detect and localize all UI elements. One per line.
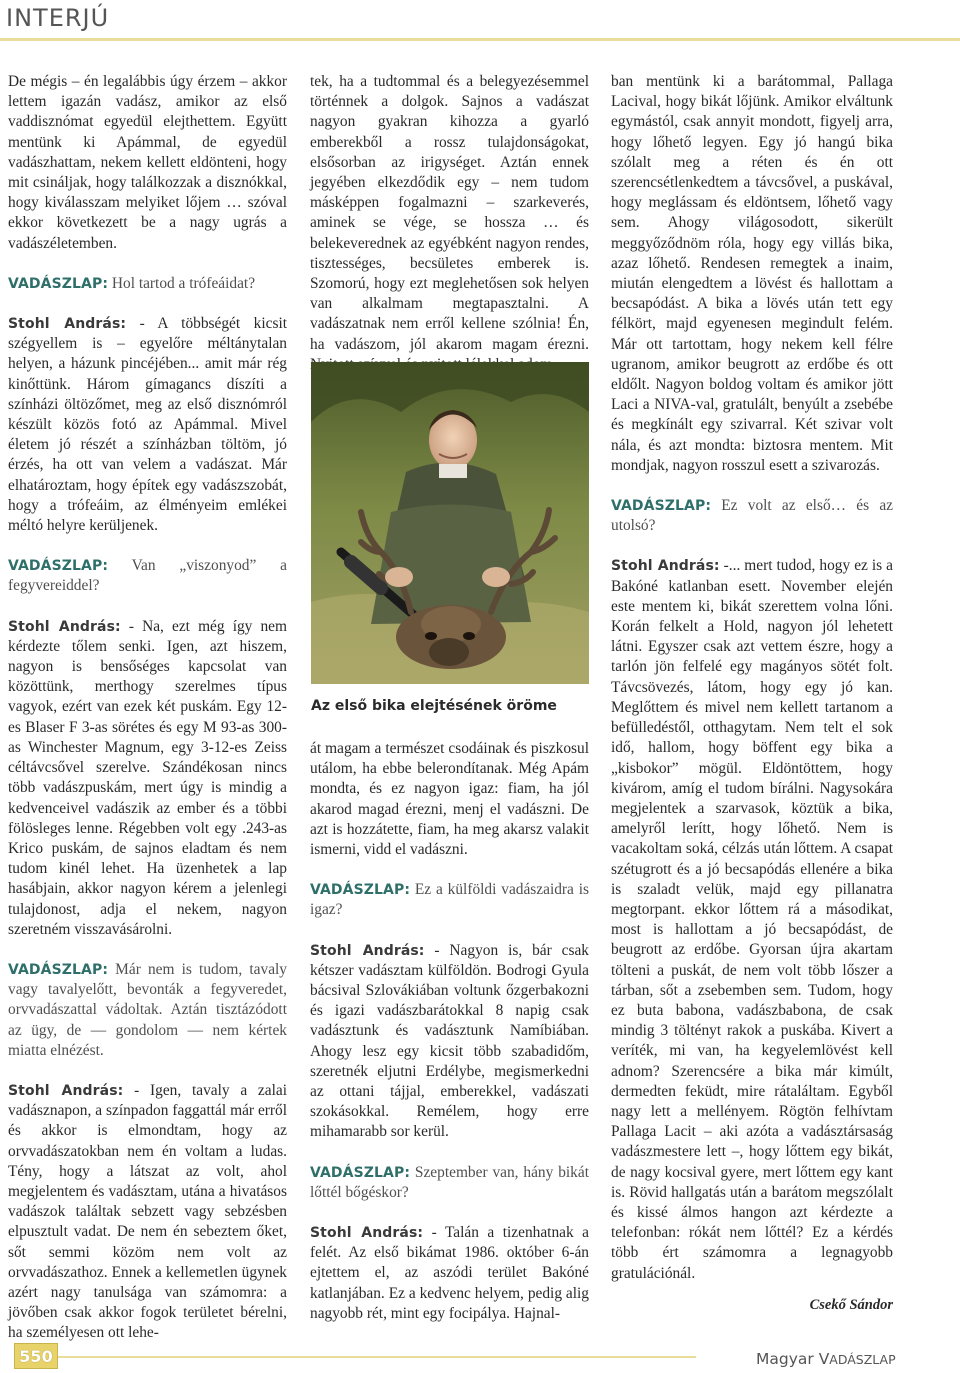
magazine-name-part1: Magyar: [756, 1350, 819, 1368]
speaker-label-vadaszlap: VADÁSZLAP:: [310, 1164, 411, 1181]
paragraph-text: - Na, ezt még így nem kérdezte tőlem senki. Igen, azt hiszem, nagyon is bensőséges kapcsolat van közöttünk, merthogy szerelmes típus vagyok, ezért van ezek két puskám. Egy 12-es Blaser F 3-as sörétes és egy M 93-as 300-as Winchester Magnum, egy 3-12-es Zeiss céltávcsővel szerelve. Szándékosan nincs több vadászpuskám, mert úgy is mindig a kedvenceivel vadászik az ember és a többi fölösleges lenne. Régebben volt egy .243-as Krico puskám, de sajnos eladtam és nem tudom kinél lehet. Ha üzenhetek a lap hasábjain, akkor nagyon kérem a jelenlegi tulajdonost, adja el nekem, nagyon szeretném visszavásárolni.: [8, 617, 287, 938]
paragraph-text: Van „viszonyod” a fegyvereiddel?: [8, 557, 287, 595]
paragraph-text: tek, ha a tudtommal és a belegyezésemmel történnek a dolgok. Sajnos a vadászat nagyon gyakran kihozza a gyarló emberekből a rossz tulajdonságokat, elsősorban az irigységet. Aztán ennek jegyében elkezdődik egy – nem tudom másképpen fogalmazni – szarkeverés, aminek se vége, se hossza … és belekeverednek az egyébként nagyon rendes, tisztességes, becsületes emberek is. Szomorú, hogy ezt meglehetősen sok helyen van alkalmam megtapasztalni. A vadászatnak nem erről kellene szólnia! Én, ha vadászom, jól akarom magam érezni.: [310, 73, 589, 353]
paragraph-text: De mégis – én legalábbis úgy érzem – akkor lettem igazán vadász, amikor az első vaddisznómat egyedül elejthettem. Együtt mentünk ki Apámmal, de egyedül vadászhattam, nekem kellett eldönteni, hogy mit csináljak, hogy találkozzak a disznókkal, hogy kiválasszam melyiket lőjem … szóval ekkor következett be a nagy ugrás a vadászéletemben.: [8, 73, 287, 252]
body-paragraph: [8, 72, 287, 254]
column-3: [611, 72, 893, 1284]
paragraph-text: -... mert tudod, hogy ez is a Bakóné katlanban esett. November elején este mentem ki, bikát szerettem volna lőni. Korán felkelt a Hold, nagyon jól lehetett látni. Egyszer csak azt vettem észre, hogy a tarlón jön felfelé egy magányos sötét folt. Távcsövezés, látom, hogy egy jó kan. Meglőttem és mivel nem kellett tartanom a befülledéstől, otthagytam. Nem telt el sok idő, hallom, hogy böffent egy bika a „kisbokor” mögül. Eldöntöttem, hogy kivárom, amíg el tudom bírálni. Nagysokára megjelentek a szarvasok, köztük a bika, amelyről lerítt, hogy lőhető. Nem is vacakoltam soká, célzás után lőttem. A csapat szétugrott és a jó becsapódás ellenére a bika is szaladt velük, majd egy pillanatra megtorpant. ekkor lőttem rá a másodikat, most is hallottam a jó becsapódást, de beugrott az erdőbe. Gyorsan újra akartam tölteni a puskát, de nem volt több lőszer a tárban, sőt a zsebemben sem. Tudom, hogy ez buta babona, vadászbabona, de csak mindig 3 töltényt rakok a puskába. Kivert a veríték, mi van, ha kegyelemlövést kell adnom? Szerencsére a bika már kimúlt, dermedten feküdt, mire rátaláltam. Egyből nagy lett a mellényem. Rögtön felhívtam Pallaga Lacit – aki azóta a vadásztársaság vadászmestere lett –, hogy lőttem egy bikát, de nagy kocsival gyere, mert lőttem egy kant is. Rövid hallgatás után a barátom megszólalt és kissé álmos hangon azt kérdezte a telefonban: rókát nem lőttél? Ez a kérdés több ért számomra a legnagyobb gratulációnál.: [611, 557, 893, 1282]
magazine-name-initial: V: [818, 1350, 830, 1368]
interview-question: [8, 960, 287, 1061]
speaker-label-vadaszlap: VADÁSZLAP:: [310, 882, 411, 899]
column-2-top: [310, 72, 589, 375]
paragraph-text: Már nem is tudom, tavaly vagy tavalyelőtt, bevonták a fegyveredet, orvvadászattal vádoltak. Aztán tisztázódott az ügy, de — gondolom — nem kértek miatta elnézést.: [8, 960, 287, 1059]
interview-question: [611, 496, 893, 536]
speaker-label-stohl: Stohl András:: [8, 618, 121, 635]
paragraph-text: - A többségét kicsit szégyellem is – egyelőre méltánytalan helyen, a házunk pincéjében... amit már rég kinőttünk. Három gímagancs díszíti a színházi öltözőmet, meg az első disznómról készült közös fotó az Apámmal. Mivel életem jó részét a színházban töltöm, jó érzés, ha ott van velem a vadászat. Már elhatároztam, hogy építek egy vadászszobát, hogy a trófeáim, az élményeim emlékei méltó helyre kerüljenek.: [8, 315, 287, 535]
interview-answer: [310, 941, 589, 1143]
interview-question: [310, 880, 589, 920]
speaker-label-stohl: Stohl András:: [8, 1082, 124, 1099]
interview-question: [8, 274, 287, 294]
header-rule: [0, 38, 960, 41]
footer-rule: [58, 1356, 696, 1358]
magazine-name: [756, 1350, 896, 1368]
paragraph-text: Ez a külföldi vadászaidra is igaz?: [310, 881, 589, 919]
interview-answer: [611, 556, 893, 1283]
speaker-label-stohl: Stohl András:: [310, 942, 425, 959]
paragraph-text: Szeptember van, hány bikát lőttél bőgéskor?: [310, 1163, 589, 1201]
speaker-label-stohl: Stohl András:: [8, 316, 127, 333]
photo-caption: Az első bika elejtésének öröme: [311, 698, 557, 714]
magazine-name-rest: ADÁSZLAP: [829, 1352, 896, 1367]
paragraph-text: Hol tartod a trófeáidat?: [108, 274, 256, 292]
interview-answer: [310, 1223, 589, 1324]
interview-answer: [8, 314, 287, 536]
paragraph-text: Ez volt az első… és az utolsó?: [611, 497, 893, 535]
interview-question: [310, 1163, 589, 1203]
speaker-label-stohl: Stohl András:: [310, 1225, 424, 1242]
paragraph-text: - Igen, tavaly a zalai vadásznapon, a színpadon faggattál már erről és akkor is elmondtam, hogy az orvvadászatokban nem én voltam a ludas. Tény, hogy a látszat az volt, ahol megjelentem és vadásztam, utána a hivatásos vadászok találtak sebzett vagy sebzésben elpusztult vadat. De nem én sebeztem őket, sőt semmi közöm nem volt az orvvadászathoz. Ennek a kellemetlen ügynek azért nagy tanulsága van számomra: a jövőben csak akkor fogok területet bérelni, ha személyesen ott lehe-: [8, 1081, 287, 1342]
interview-answer: [8, 1081, 287, 1344]
paragraph-text: át magam a természet csodáinak és piszkosul utálom, ha ebbe belerondítanak. Még Apám mondta, és ez nagyon igaz: fiam, ha jól akarod magad érezni, menj el vadászni. De azt is hozzátette, fiam, ha meg akarsz valakit ismerni, vidd el vadászni.: [310, 740, 589, 859]
hunter-photo: [311, 362, 589, 684]
speaker-label-vadaszlap: VADÁSZLAP:: [8, 558, 109, 575]
column-1: [8, 72, 287, 1344]
speaker-label-vadaszlap: VADÁSZLAP:: [611, 498, 712, 515]
paragraph-text: ban mentünk ki a barátommal, Pallaga Lacival, hogy bikát lőjünk. Amikor elváltunk egymástól, csak annyit mondott, figyelj arra, hogy lőhető legyen. Egy jó hangú bika szólalt meg a réten és én ott szerencsétlenkedtem a távcsővel, a puskával, hogy meglássam és eldöntsem, lőhető vagy sem. Ahogy világosodott, sikerült meggyőződnöm róla, hogy egy villás bika, azaz lőhető. Rendesen remegtek a inaim, miután elengedtem a lövést és hallottam a becsapódást. A bika a lövés után tett egy félkört, majd egyenesen megindult felém. Már ott tartottam, hogy nekem kell félre ugranom, amikor beugrott az erdőbe és ott eldőlt. Nagyon boldog voltam és amikor jött Laci a NIVA-val, gratulált, benyúlt a zsebébe és megkínált egy szivarral. Két szivar volt nála, és azt mondta: biztosra mentem. Mit mondjak, nagyon rosszul esett a szivarozás.: [611, 73, 893, 474]
speaker-label-vadaszlap: VADÁSZLAP:: [8, 275, 109, 292]
body-paragraph: [310, 72, 589, 375]
paragraph-text: - Talán a tizenhatnak a felét. Az első bikámat 1986. október 6-án ejtettem el, az aszódi terület Bakóné katlanjában. Ez a kedvenc helyem, pedig alig nagyobb rét, mint egy focipálya. Hajnal-: [310, 1224, 589, 1322]
speaker-label-vadaszlap: VADÁSZLAP:: [8, 961, 109, 978]
section-tag: INTERJÚ: [6, 4, 110, 32]
column-2-bottom: [310, 739, 589, 1324]
author-signature: Csekő Sándor: [809, 1297, 893, 1313]
paragraph-text: - Nagyon is, bár csak kétszer vadásztam külföldön. Bodrogi Gyula bácsival Szlovákiában voltunk őzgerbakozni és igazi vadászbarátokkal 8 napig csak vadásztunk és vadásztunk Namíbiában. Ahogy lesz egy kicsit több szabadidőm, szeretnék eljutni Erdélybe, megismerkedni az ottani tájjal, emberekkel, vadászati szokásokkal. Remélem, hogy erre mihamarabb sor kerül.: [310, 941, 589, 1141]
speaker-label-stohl: Stohl András:: [611, 558, 720, 575]
body-paragraph: [310, 739, 589, 860]
hunter-with-stag-image: [311, 362, 589, 684]
interview-question: [8, 556, 287, 596]
body-paragraph: [611, 72, 893, 476]
page-number: 550: [14, 1343, 58, 1369]
interview-answer: [8, 617, 287, 940]
